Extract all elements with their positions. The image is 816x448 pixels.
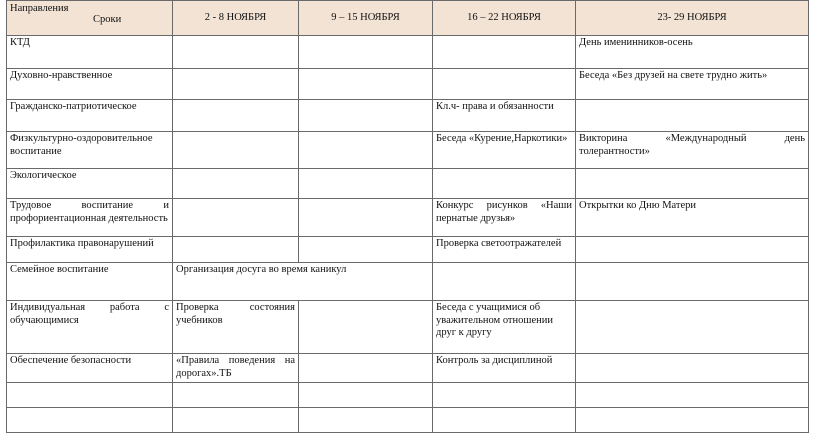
table-row <box>7 408 809 433</box>
cell-week-4 <box>576 237 809 263</box>
cell-week-1-2: Организация досуга во время каникул <box>173 263 433 301</box>
cell-week-3: Контроль за дисциплиной <box>433 354 576 383</box>
week-3-header: 16 – 22 НОЯБРЯ <box>433 1 576 36</box>
table-row <box>7 263 809 301</box>
cell-week-3 <box>433 36 576 69</box>
row-label: Трудовое воспитание и профориентационная деятельность <box>7 199 173 237</box>
cell-week-2 <box>299 301 433 354</box>
plan-table <box>6 0 809 433</box>
cell-week-1 <box>173 132 299 169</box>
cell-week-1 <box>173 408 299 433</box>
row-label: Экологическое <box>7 169 173 199</box>
table-row <box>7 36 809 69</box>
table-row <box>7 354 809 383</box>
cell-week-1 <box>173 169 299 199</box>
table-row <box>7 100 809 132</box>
cell-week-4 <box>576 383 809 408</box>
cell-week-1 <box>173 36 299 69</box>
cell-week-3: Кл.ч- права и обязанности <box>433 100 576 132</box>
cell-week-2 <box>299 132 433 169</box>
cell-week-4: Беседа «Без друзей на свете трудно жить» <box>576 69 809 100</box>
row-label: Семейное воспитание <box>7 263 173 301</box>
table-row <box>7 132 809 169</box>
cell-week-2 <box>299 408 433 433</box>
cell-week-3 <box>433 69 576 100</box>
cell-week-3 <box>433 408 576 433</box>
cell-week-1 <box>173 100 299 132</box>
cell-week-3 <box>433 263 576 301</box>
cell-week-1: «Правила поведения на дорогах».ТБ <box>173 354 299 383</box>
cell-week-4 <box>576 301 809 354</box>
header-corner-cell <box>7 1 173 36</box>
directions-label: Направления <box>10 3 69 14</box>
cell-week-4 <box>576 408 809 433</box>
cell-week-2 <box>299 100 433 132</box>
row-label: Гражданско-патриотическое <box>7 100 173 132</box>
terms-label: Сроки <box>93 14 122 25</box>
table-row <box>7 301 809 354</box>
week-4-header: 23- 29 НОЯБРЯ <box>576 1 809 36</box>
table-row <box>7 69 809 100</box>
cell-week-1 <box>173 383 299 408</box>
row-label: КТД <box>7 36 173 69</box>
cell-week-2 <box>299 383 433 408</box>
cell-week-4: Открытки ко Дню Матери <box>576 199 809 237</box>
cell-week-2 <box>299 354 433 383</box>
row-label: Индивидуальная работа с обучающимися <box>7 301 173 354</box>
week-2-header: 9 – 15 НОЯБРЯ <box>299 1 433 36</box>
row-label: Обеспечение безопасности <box>7 354 173 383</box>
cell-week-3: Конкурс рисунков «Наши пернатые друзья» <box>433 199 576 237</box>
row-label <box>7 408 173 433</box>
cell-week-4 <box>576 354 809 383</box>
row-label: Духовно-нравственное <box>7 69 173 100</box>
header-row <box>7 1 809 36</box>
table-row <box>7 199 809 237</box>
table-row <box>7 237 809 263</box>
cell-week-1 <box>173 69 299 100</box>
cell-week-1 <box>173 199 299 237</box>
cell-week-3: Беседа с учащимися об уважительном отношении друг к другу <box>433 301 576 354</box>
week-1-header: 2 - 8 НОЯБРЯ <box>173 1 299 36</box>
cell-week-3: Беседа «Курение,Наркотики» <box>433 132 576 169</box>
cell-week-3 <box>433 383 576 408</box>
cell-week-4: День именинников-осень <box>576 36 809 69</box>
cell-week-4: Викторина «Международный день толерантности» <box>576 132 809 169</box>
cell-week-4 <box>576 263 809 301</box>
row-label: Профилактика правонарушений <box>7 237 173 263</box>
cell-week-3 <box>433 169 576 199</box>
cell-week-2 <box>299 69 433 100</box>
cell-week-4 <box>576 100 809 132</box>
cell-week-2 <box>299 237 433 263</box>
cell-week-2 <box>299 36 433 69</box>
cell-week-2 <box>299 199 433 237</box>
cell-week-3: Проверка светоотражателей <box>433 237 576 263</box>
table-row <box>7 383 809 408</box>
table-row <box>7 169 809 199</box>
cell-week-1 <box>173 237 299 263</box>
cell-week-1: Проверка состояния учебников <box>173 301 299 354</box>
row-label <box>7 383 173 408</box>
cell-week-4 <box>576 169 809 199</box>
row-label: Физкультурно-оздоровительное воспитание <box>7 132 173 169</box>
cell-week-2 <box>299 169 433 199</box>
